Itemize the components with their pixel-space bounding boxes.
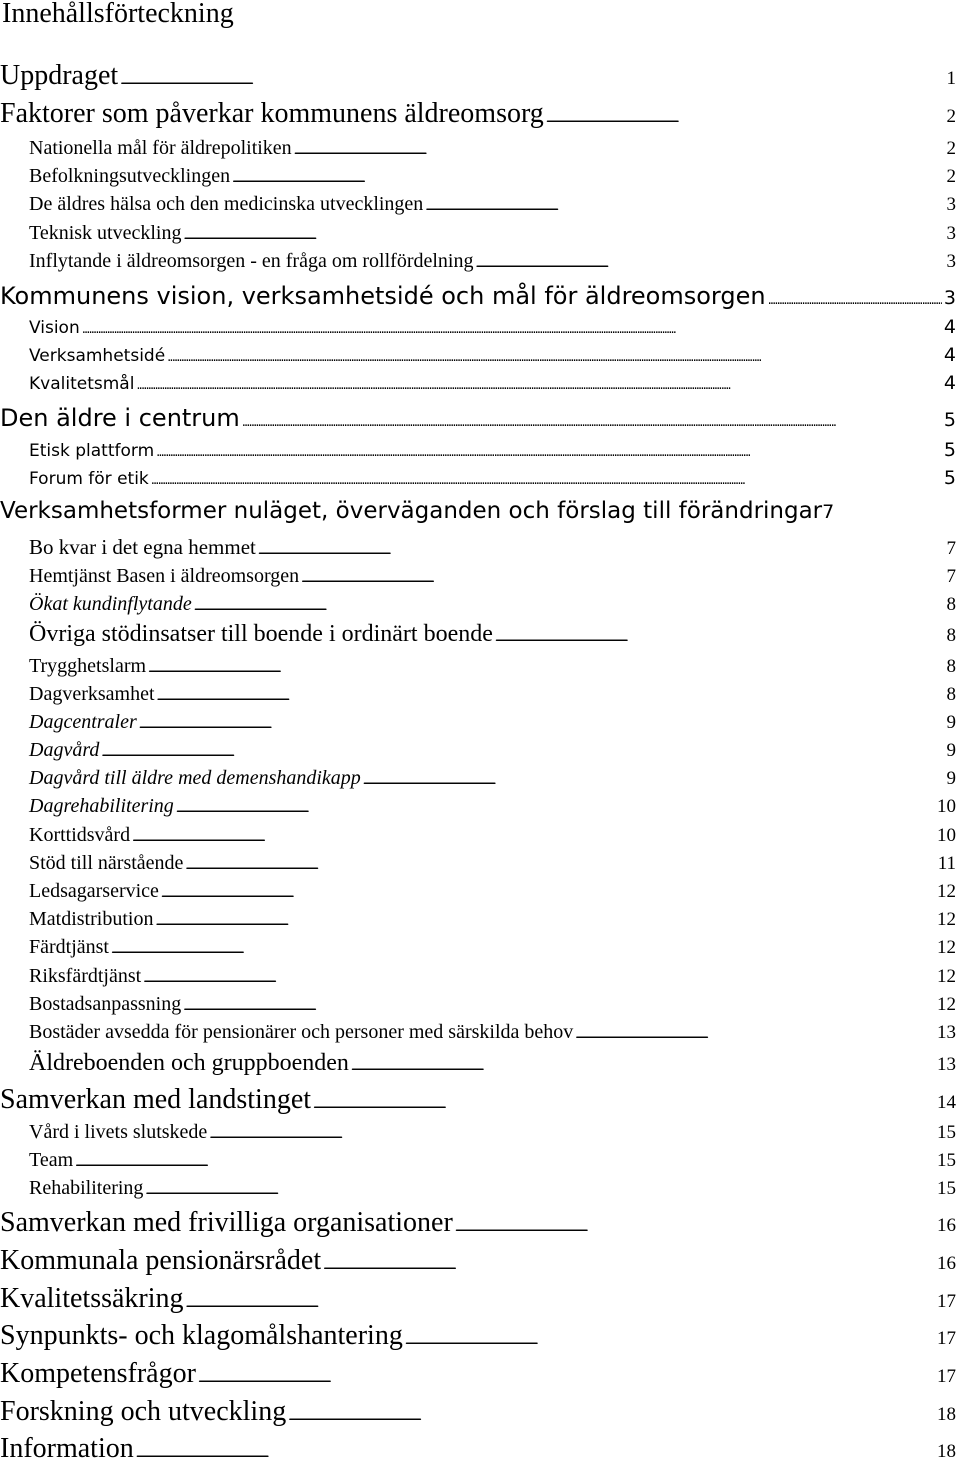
dot-leader [143,970,935,986]
toc-page-number: 13 [937,1022,956,1043]
toc-entry-label: Kvalitetsmål [29,374,135,394]
dot-leader [405,1332,935,1348]
dot-leader [132,829,935,845]
toc-entry-label: Teknisk utveckling [29,222,182,244]
toc-page-number: 5 [943,439,956,461]
toc-entry-label: Dagverksamhet [29,683,155,705]
toc-entry[interactable] [29,908,956,931]
toc-entry-label: Inflytande i äldreomsorgen - en fråga om rollfördelning [29,250,474,272]
toc-entry[interactable] [0,98,956,130]
toc-entry-label: Bo kvar i det egna hemmet [29,535,256,559]
dot-leader [363,772,945,788]
dot-leader [475,255,944,271]
toc-page-number: 13 [937,1054,956,1075]
dot-leader [120,72,944,88]
dot-leader [145,1182,935,1198]
toc-entry-label: Matdistribution [29,908,154,930]
dot-leader [194,598,945,614]
toc-entry-label: Team [29,1149,74,1171]
toc-entry[interactable] [29,852,956,875]
dot-leader [209,1126,935,1142]
dot-leader [301,570,944,586]
toc-entry-label: Ledsagarservice [29,880,159,902]
dot-leader [136,378,941,393]
toc-entry[interactable] [29,565,956,588]
toc-entry[interactable] [29,250,956,273]
toc-entry[interactable] [0,1396,956,1428]
toc-entry[interactable] [29,936,956,959]
toc-entry[interactable] [29,1149,956,1172]
toc-entry[interactable] [0,1320,956,1352]
dot-leader [82,322,942,337]
toc-page-number: 17 [937,1328,956,1349]
dot-leader [351,1058,935,1074]
toc-entry-label: Äldreboenden och gruppboenden [29,1050,349,1076]
toc-entry[interactable] [29,824,956,847]
toc-page-number: 2 [946,166,956,187]
toc-entry-label: Korttidsvård [29,824,131,846]
toc-page-number: 9 [946,712,956,733]
toc-entry-label: Dagrehabilitering [29,795,174,817]
toc-page-number: 11 [937,853,956,874]
toc-entry[interactable] [29,711,956,734]
toc-entry[interactable] [0,1245,956,1277]
toc-page-number: 4 [943,344,956,366]
toc-page-number: 12 [937,994,956,1015]
toc-entry[interactable] [29,880,956,903]
dot-leader [258,542,945,558]
toc-entry[interactable] [0,1358,956,1390]
toc-page-number: 3 [946,223,956,244]
toc-entry[interactable] [0,1283,956,1315]
toc-page-number: 17 [937,1366,956,1387]
toc-entry-label: Kompetensfrågor [0,1358,196,1389]
toc-entry[interactable] [29,621,956,648]
toc-entry[interactable] [29,1121,956,1144]
toc-entry[interactable] [29,683,956,706]
toc-entry-label: Bostadsanpassning [29,993,182,1015]
toc-page-number: 3 [946,251,956,272]
toc-entry[interactable] [0,1084,956,1116]
toc-page-number: 12 [937,966,956,987]
dot-leader [575,1026,935,1042]
dot-leader [288,1408,935,1424]
page-title: Innehållsförteckning [2,0,234,29]
toc-entry-label: Samverkan med frivilliga organisationer [0,1207,453,1238]
dot-leader [546,110,945,126]
toc-entry-label: Information [0,1433,134,1464]
toc-entry[interactable] [29,193,956,216]
toc-entry[interactable] [29,222,956,245]
dot-leader [323,1257,935,1273]
toc-page-number: 1 [946,68,956,89]
toc-entry-label: Verksamhetsformer nuläget, överväganden och förslag till förändringar [0,498,823,524]
toc-entry[interactable] [29,1021,956,1044]
toc-entry[interactable] [29,965,956,988]
toc-page-number: 4 [943,316,956,338]
dot-leader [167,350,942,365]
toc-entry[interactable] [29,372,956,394]
toc-page-number: 2 [946,106,956,127]
toc-page-number: 12 [937,881,956,902]
toc-entry-label: Forum för etik [29,469,149,489]
toc-page-number: 12 [937,937,956,958]
toc-entry-label: Ökat kundinflytande [29,593,192,615]
dot-leader [232,170,944,186]
toc-entry[interactable] [0,60,956,92]
toc-entry-label: Rehabilitering [29,1177,144,1199]
dot-leader [455,1219,935,1235]
dot-leader [495,629,945,645]
dot-leader [313,1096,935,1112]
toc-entry[interactable] [29,467,956,489]
dot-leader [183,998,935,1014]
dot-leader [185,857,935,873]
dot-leader [139,716,945,732]
dot-leader [148,660,944,676]
toc-page-number: 5 [943,409,956,431]
toc-entry-label: Etisk plattform [29,441,155,461]
toc-page-number: 15 [937,1122,956,1143]
toc-entry-label: Riksfärdtjänst [29,965,142,987]
toc-entry-label: Övriga stödinsatser till boende i ordinärt boende [29,621,493,647]
toc-page-number: 9 [946,740,956,761]
toc-entry[interactable] [29,795,956,818]
toc-entry[interactable] [0,282,956,310]
dot-leader [242,415,942,430]
dot-leader [768,293,942,308]
dot-leader [75,1154,935,1170]
toc-entry[interactable] [29,344,956,366]
dot-leader [136,1445,935,1461]
toc-page-number: 16 [937,1215,956,1236]
toc-entry[interactable] [29,535,956,560]
toc-entry[interactable] [29,1177,956,1200]
toc-entry[interactable] [0,498,956,524]
toc-page-number: 7 [946,566,956,587]
toc-page-number: 14 [937,1092,956,1113]
toc-page-number: 3 [946,194,956,215]
toc-entry[interactable] [29,1050,956,1077]
toc-entry[interactable] [29,316,956,338]
toc-entry[interactable] [29,767,956,790]
toc-entry-label: Samverkan med landstinget [0,1084,312,1115]
toc-entry-label: Färdtjänst [29,936,109,958]
toc-page-number: 3 [943,287,956,309]
toc-page-number: 7 [946,538,956,559]
dot-leader [294,142,945,158]
toc-entry-label: Nationella mål för äldrepolitiken [29,137,292,159]
dot-leader [157,688,945,704]
dot-leader [101,744,944,760]
toc-page-number: 18 [937,1441,956,1462]
toc-entry-label: Den äldre i centrum [0,404,240,432]
dot-leader [161,885,935,901]
toc-entry-label: Forskning och utveckling [0,1396,287,1427]
dot-leader [176,800,935,816]
toc-page-number: 16 [937,1253,956,1274]
toc-entry[interactable] [29,739,956,762]
toc-entry-label: Faktorer som påverkar kommunens äldreomsorg [0,98,544,129]
toc-entry-label: Dagvård [29,739,100,761]
dot-leader [425,198,944,214]
toc-page-number: 2 [946,138,956,159]
toc-entry-label: Synpunkts- och klagomålshantering [0,1320,403,1351]
toc-page-number: 8 [946,594,956,615]
toc-page-number: 10 [937,796,956,817]
toc-page-number: 10 [937,825,956,846]
toc-entry-label: Stöd till närstående [29,852,184,874]
toc-page-number: 12 [937,909,956,930]
toc-page-number: 8 [946,656,956,677]
dot-leader [155,913,935,929]
toc-entry-label: Dagcentraler [29,711,137,733]
toc-page-number: 18 [937,1404,956,1425]
toc-entry[interactable] [0,1207,956,1239]
toc-page-number: 15 [937,1178,956,1199]
toc-entry[interactable] [29,993,956,1016]
toc-page-number: 15 [937,1150,956,1171]
toc-entry-label: Kommunens vision, verksamhetsidé och mål för äldreomsorgen [0,282,766,310]
toc-entry-label: Uppdraget [0,60,119,91]
toc-page-number: 4 [943,372,956,394]
toc-entry-label: Kommunala pensionärsrådet [0,1245,322,1276]
toc-entry-label: Vård i livets slutskede [29,1121,208,1143]
toc-entry-label: Kvalitetssäkring [0,1283,184,1314]
dot-leader [198,1370,935,1386]
toc-entry-label: Trygghetslarm [29,655,147,677]
toc-entry[interactable] [29,137,956,160]
toc-entry[interactable] [0,1433,956,1465]
dot-leader [111,941,935,957]
dot-leader [186,1295,935,1311]
toc-entry[interactable] [0,404,956,432]
toc-entry-label: Verksamhetsidé [29,346,166,366]
toc-page-number: 7 [822,501,835,523]
toc-page-number: 8 [946,684,956,705]
toc-entry[interactable] [29,593,956,616]
dot-leader [156,445,942,460]
dot-leader [151,473,942,488]
toc-page-number: 9 [946,768,956,789]
toc-page-number: 8 [946,625,956,646]
dot-leader [183,227,944,243]
toc-entry[interactable] [29,655,956,678]
toc-entry-label: Dagvård till äldre med demenshandikapp [29,767,361,789]
toc-entry-label: Hemtjänst Basen i äldreomsorgen [29,565,300,587]
toc-entry-label: De äldres hälsa och den medicinska utvecklingen [29,193,424,215]
toc-entry-label: Bostäder avsedda för pensionärer och personer med särskilda behov [29,1021,574,1043]
toc-page-number: 5 [943,467,956,489]
toc-entry-label: Befolkningsutvecklingen [29,165,231,187]
toc-entry[interactable] [29,165,956,188]
toc-entry-label: Vision [29,318,80,338]
toc-entry[interactable] [29,439,956,461]
toc-page-number: 17 [937,1291,956,1312]
